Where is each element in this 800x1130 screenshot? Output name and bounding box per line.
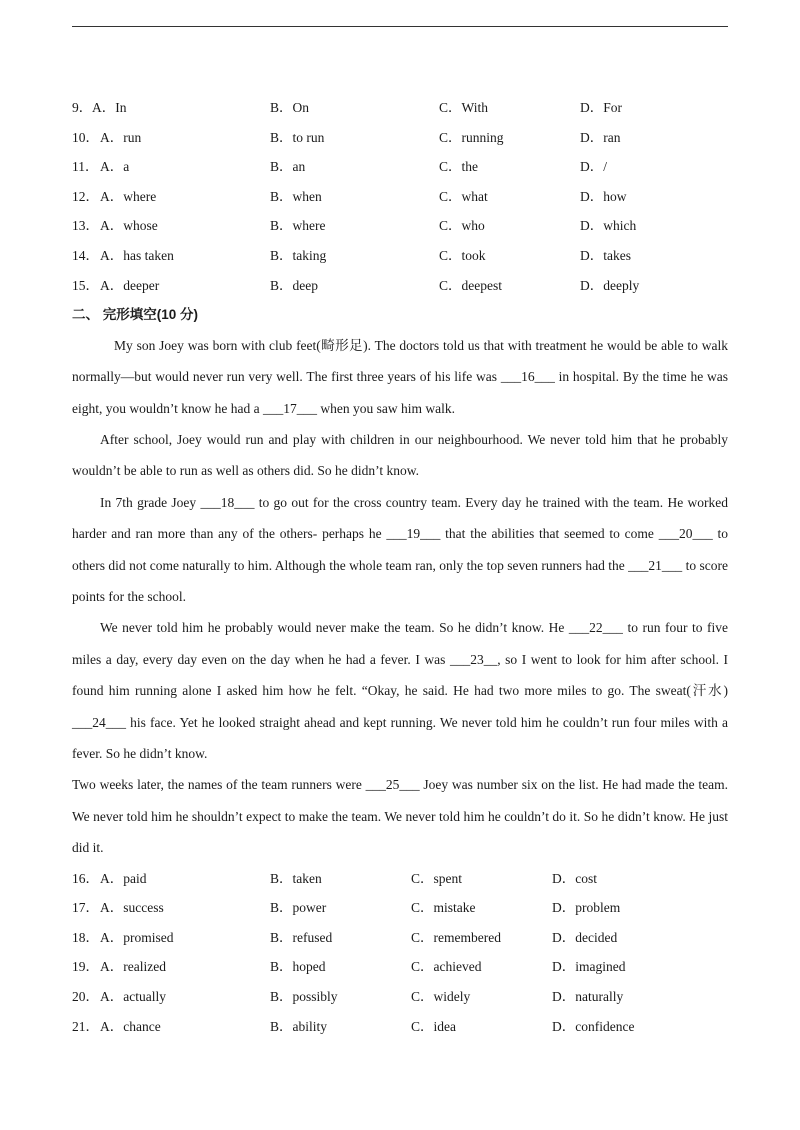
option-d[interactable]: D．imagined	[552, 959, 626, 975]
option-d[interactable]: D．/	[580, 159, 607, 175]
option-d[interactable]: D．decided	[552, 929, 618, 945]
option-a[interactable]: A．paid	[100, 870, 147, 886]
passage-paragraph: My son Joey was born with club feet(畸形足). The doctors told us that with treatment he would be able to walk normally—but would never run very well. The first three years of his life was ___16___ in hospital. By the time he was eight, you wouldn’t know he had a ___17___ when you saw him walk.	[72, 337, 728, 416]
option-b[interactable]: B．deep	[270, 277, 318, 293]
option-c[interactable]: C．mistake	[411, 900, 476, 916]
question-10	[72, 123, 728, 153]
option-b[interactable]: B．an	[270, 159, 306, 175]
question-12	[72, 182, 728, 212]
option-a[interactable]: A．chance	[100, 1018, 161, 1034]
option-c[interactable]: C．deepest	[439, 277, 502, 293]
option-b[interactable]: B．hoped	[270, 959, 326, 975]
option-c[interactable]: C．who	[439, 218, 485, 234]
passage-paragraph: Two weeks later, the names of the team runners were ___25___ Joey was number six on the list. He had made the team. We never told him he shouldn’t expect to make the team. We never told him he couldn’t do it. So he didn’t know. He just did it.	[72, 777, 728, 856]
option-b[interactable]: B．power	[270, 900, 327, 916]
passage-paragraph: We never told him he probably would never make the team. So he didn’t know. He ___22___ to run four to five miles a day, every day even on the day when he had a fever. I was ___23__, so I went to look for him after school. I found him running alone I asked him how he felt. “Okay, he said. He had two more miles to go. The sweat(汗水) ___24___ his face. Yet he looked straight ahead and kept running. We never told him he couldn’t run four miles with a fever. So he didn’t know.	[72, 620, 728, 762]
option-d[interactable]: D．confidence	[552, 1018, 635, 1034]
option-b[interactable]: B．to run	[270, 129, 325, 145]
question-number: 17．	[72, 900, 99, 916]
option-b[interactable]: B．ability	[270, 1018, 327, 1034]
header-rule	[72, 26, 728, 27]
question-number: 13．	[72, 218, 99, 234]
option-b[interactable]: B．when	[270, 188, 322, 204]
option-b[interactable]: B．refused	[270, 929, 333, 945]
option-a[interactable]: A．In	[92, 100, 127, 115]
option-b[interactable]: B．On	[270, 100, 310, 115]
question-11	[72, 152, 728, 182]
option-d[interactable]: D．cost	[552, 870, 597, 886]
option-c[interactable]: C．the	[439, 159, 478, 175]
option-c[interactable]: C．what	[439, 188, 488, 204]
page-content	[72, 93, 728, 1041]
passage-paragraph: In 7th grade Joey ___18___ to go out for the cross country team. Every day he trained with the team. He worked harder and ran more than any of the others- perhaps he ___19___ that the abilities that seemed to come ___20___ to others did not come naturally to him. Although the whole team ran, only the top seven runners had the ___21___ to score points for the school.	[72, 494, 728, 604]
option-c[interactable]: C．took	[439, 247, 486, 263]
question-number: 10．	[72, 129, 99, 145]
option-c[interactable]: C．spent	[411, 870, 463, 886]
cloze-passage	[72, 330, 728, 864]
option-c[interactable]: C．idea	[411, 1018, 456, 1034]
option-d[interactable]: D．deeply	[580, 277, 640, 293]
option-a[interactable]: A．where	[100, 188, 157, 204]
option-d[interactable]: D．problem	[552, 900, 621, 916]
option-d[interactable]: D．ran	[580, 129, 621, 145]
question-18	[72, 923, 728, 953]
question-14	[72, 241, 728, 271]
question-21	[72, 1012, 728, 1042]
question-13	[72, 211, 728, 241]
question-16	[72, 864, 728, 894]
option-a[interactable]: A．has taken	[100, 247, 174, 263]
question-number: 18．	[72, 929, 99, 945]
option-b[interactable]: B．possibly	[270, 989, 338, 1005]
option-c[interactable]: C．running	[439, 129, 504, 145]
option-a[interactable]: A．deeper	[100, 277, 160, 293]
option-c[interactable]: C．remembered	[411, 929, 501, 945]
question-number: 19．	[72, 959, 99, 975]
option-a[interactable]: A．success	[100, 900, 164, 916]
option-a[interactable]: A．realized	[100, 959, 166, 975]
option-b[interactable]: B．where	[270, 218, 326, 234]
question-17	[72, 893, 728, 923]
option-d[interactable]: D．naturally	[552, 989, 624, 1005]
option-a[interactable]: A．promised	[100, 929, 174, 945]
option-a[interactable]: A．actually	[100, 989, 166, 1005]
passage-paragraph: After school, Joey would run and play with children in our neighbourhood. We never told him that he probably wouldn’t be able to run as well as others did. So he didn’t know.	[72, 431, 728, 479]
section-heading: 二、 完形填空(10 分)	[72, 307, 199, 323]
question-19	[72, 952, 728, 982]
option-c[interactable]: C．achieved	[411, 959, 482, 975]
question-number: 16．	[72, 870, 99, 886]
question-number: 12．	[72, 188, 99, 204]
question-20	[72, 982, 728, 1012]
option-b[interactable]: B．taking	[270, 247, 327, 263]
question-list-2	[72, 864, 728, 1042]
question-number: 11．	[72, 159, 99, 175]
option-c[interactable]: C．widely	[411, 989, 471, 1005]
question-number: 20．	[72, 989, 99, 1005]
question-number: 15．	[72, 277, 99, 293]
option-a[interactable]: A．whose	[100, 218, 158, 234]
option-d[interactable]: D．takes	[580, 247, 631, 263]
question-15	[72, 271, 728, 301]
question-number: 9．	[72, 100, 93, 115]
option-a[interactable]: A．a	[100, 159, 130, 175]
question-number: 14．	[72, 247, 99, 263]
question-list-1	[72, 93, 728, 300]
option-c[interactable]: C．With	[439, 100, 488, 115]
option-d[interactable]: D．which	[580, 218, 637, 234]
option-b[interactable]: B．taken	[270, 870, 322, 886]
question-9	[72, 93, 728, 123]
option-d[interactable]: D．For	[580, 100, 623, 115]
option-a[interactable]: A．run	[100, 129, 142, 145]
option-d[interactable]: D．how	[580, 188, 627, 204]
question-number: 21．	[72, 1018, 99, 1034]
